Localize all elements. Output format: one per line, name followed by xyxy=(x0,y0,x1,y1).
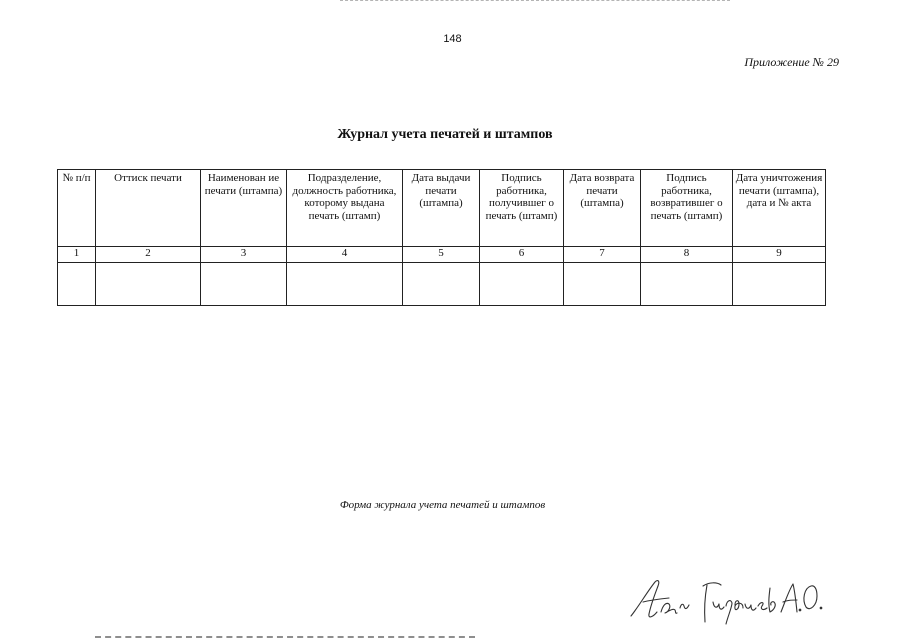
journal-title: Журнал учета печатей и штампов xyxy=(337,127,553,142)
header-row xyxy=(58,170,826,247)
header-cell-destruction-date: Дата уничтожения печати (штампа), дата и № акта xyxy=(733,170,826,247)
empty-cell xyxy=(403,263,480,306)
column-number-cell: 5 xyxy=(403,247,480,263)
header-cell-issue-date: Дата выдачи печати (штампа) xyxy=(403,170,480,247)
form-caption: Форма журнала учета печатей и штампов xyxy=(339,499,546,511)
column-number-cell: 1 xyxy=(58,247,96,263)
empty-cell xyxy=(96,263,201,306)
column-number-cell: 2 xyxy=(96,247,201,263)
scan-edge-bottom xyxy=(95,636,475,640)
header-cell-number: № п/п xyxy=(58,170,96,247)
column-number-cell: 7 xyxy=(564,247,641,263)
column-number-row xyxy=(58,247,826,263)
column-number-cell: 4 xyxy=(287,247,403,263)
journal-table xyxy=(57,169,826,306)
header-cell-department: Подразделение, должность работника, которому выдана печать (штамп) xyxy=(287,170,403,247)
empty-cell xyxy=(201,263,287,306)
column-number-cell: 9 xyxy=(733,247,826,263)
empty-cell xyxy=(480,263,564,306)
page-number: 148 xyxy=(443,33,462,45)
header-cell-seal-imprint: Оттиск печати xyxy=(96,170,201,247)
header-cell-return-date: Дата возврата печати (штампа) xyxy=(564,170,641,247)
header-cell-returner-signature: Подпись работника, возвратившег о печать (штамп) xyxy=(641,170,733,247)
empty-cell xyxy=(733,263,826,306)
handwritten-signature xyxy=(625,572,825,627)
empty-cell xyxy=(641,263,733,306)
header-cell-receiver-signature: Подпись работника, получившег о печать (штамп) xyxy=(480,170,564,247)
header-cell-seal-name: Наименован ие печати (штампа) xyxy=(201,170,287,247)
column-number-cell: 8 xyxy=(641,247,733,263)
empty-cell xyxy=(58,263,96,306)
empty-cell xyxy=(287,263,403,306)
empty-cell xyxy=(564,263,641,306)
appendix-label: Приложение № 29 xyxy=(744,55,839,69)
column-number-cell: 6 xyxy=(480,247,564,263)
column-number-cell: 3 xyxy=(201,247,287,263)
empty-data-row xyxy=(58,263,826,306)
scan-edge-top xyxy=(340,0,730,2)
